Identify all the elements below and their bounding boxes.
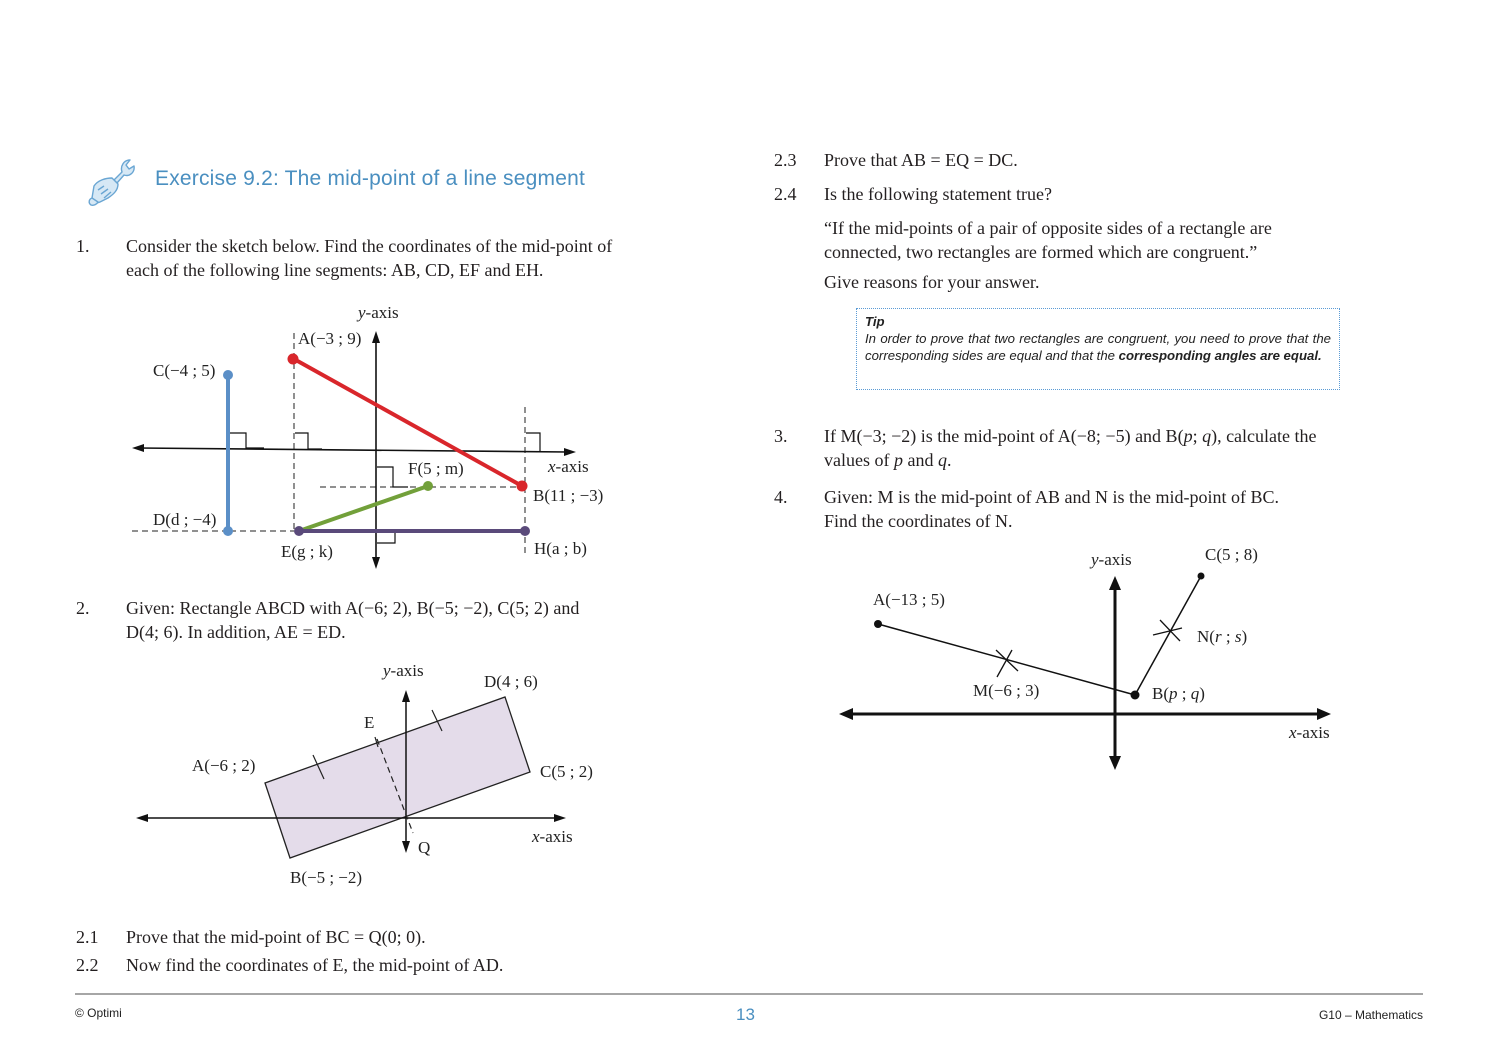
point-c-label: C(5 ; 8) [1205,545,1258,564]
point-h-label: H(a ; b) [534,539,587,558]
question-text: Consider the sketch below. Find the coordinates of the mid-point of [126,236,613,256]
tip-box [856,308,1340,390]
wrench-hand-icon [84,156,140,212]
quoted-statement: connected, two rectangles are formed which are congruent.” [824,242,1258,262]
question-text: Find the coordinates of N. [824,511,1013,531]
point-a-label: A(−6 ; 2) [192,756,256,775]
question-text: Now find the coordinates of E, the mid-point of AD. [126,955,504,975]
point-d-label: D(d ; −4) [153,510,217,529]
question-number: 2. [76,598,90,618]
point-b-label: B(p ; q) [1152,684,1205,703]
x-axis-label: x-axis [1289,723,1330,742]
quoted-statement: “If the mid-points of a pair of opposite sides of a rectangle are [824,218,1272,238]
question-text: Given: M is the mid-point of AB and N is the mid-point of BC. [824,487,1279,507]
question-number: 1. [76,236,90,256]
question-number: 4. [774,487,788,507]
question-text: D(4; 6). In addition, AE = ED. [126,622,346,642]
footer-copyright: © Optimi [75,1006,122,1020]
figure-1-line-segments [120,295,620,580]
question-1 [76,234,716,282]
question-4 [774,485,1424,533]
point-a-label: A(−3 ; 9) [298,329,362,348]
y-axis-label: y-axis [358,303,399,322]
y-axis-label: y-axis [1091,550,1132,569]
figure-2-rectangle [120,655,620,900]
point-c-label: C(−4 ; 5) [153,361,216,380]
point-b-label: B(11 ; −3) [533,486,604,505]
footer-divider [75,993,1423,995]
question-text: Prove that the mid-point of BC = Q(0; 0). [126,927,426,947]
footer-subject: G10 – Mathematics [1318,1008,1423,1022]
point-b-label: B(−5 ; −2) [290,868,363,887]
point-m-label: M(−6 ; 3) [973,681,1040,700]
question-text: Give reasons for your answer. [824,272,1040,292]
question-2-3 [774,148,1414,172]
question-text: each of the following line segments: AB, CD, EF and EH. [126,260,544,280]
question-text: values of p and q. [824,450,952,470]
question-2 [76,596,716,644]
point-q-label: Q [418,838,431,857]
point-f-label: F(5 ; m) [408,459,464,478]
question-text: Given: Rectangle ABCD with A(−6; 2), B(−5; −2), C(5; 2) and [126,598,580,618]
tip-heading: Tip [865,314,885,329]
figure-3-midpoints [835,540,1345,775]
point-n-label: N(r ; s) [1197,627,1248,646]
question-3 [774,424,1424,472]
question-number: 2.4 [774,184,797,204]
question-text: If M(−3; −2) is the mid-point of A(−8; −5) and B(p; q), calculate the [824,426,1317,446]
question-number: 2.2 [76,955,99,975]
x-axis-label: x-axis [532,827,573,846]
question-text: Prove that AB = EQ = DC. [824,150,1018,170]
tip-text: In order to prove that two rectangles are congruent, you need to prove that the corresponding sides are equal and that the corresponding angles are equal. [865,331,1331,363]
question-number: 2.3 [774,150,797,170]
y-axis-label: y-axis [383,661,424,680]
point-d-label: D(4 ; 6) [484,672,538,691]
question-2-2 [76,953,716,977]
question-2-4 [774,182,1414,294]
question-2-1 [76,925,716,949]
page-number: 13 [736,1005,755,1024]
point-a-label: A(−13 ; 5) [873,590,945,609]
point-c-label: C(5 ; 2) [540,762,593,781]
question-number: 2.1 [76,927,99,947]
point-e-label: E [364,713,375,732]
question-text: Is the following statement true? [824,184,1052,204]
page-title: Exercise 9.2: The mid-point of a line segment [155,167,585,190]
x-axis-label: x-axis [548,457,589,476]
exercise-header [84,156,684,212]
question-number: 3. [774,426,788,446]
point-e-label: E(g ; k) [281,542,333,561]
